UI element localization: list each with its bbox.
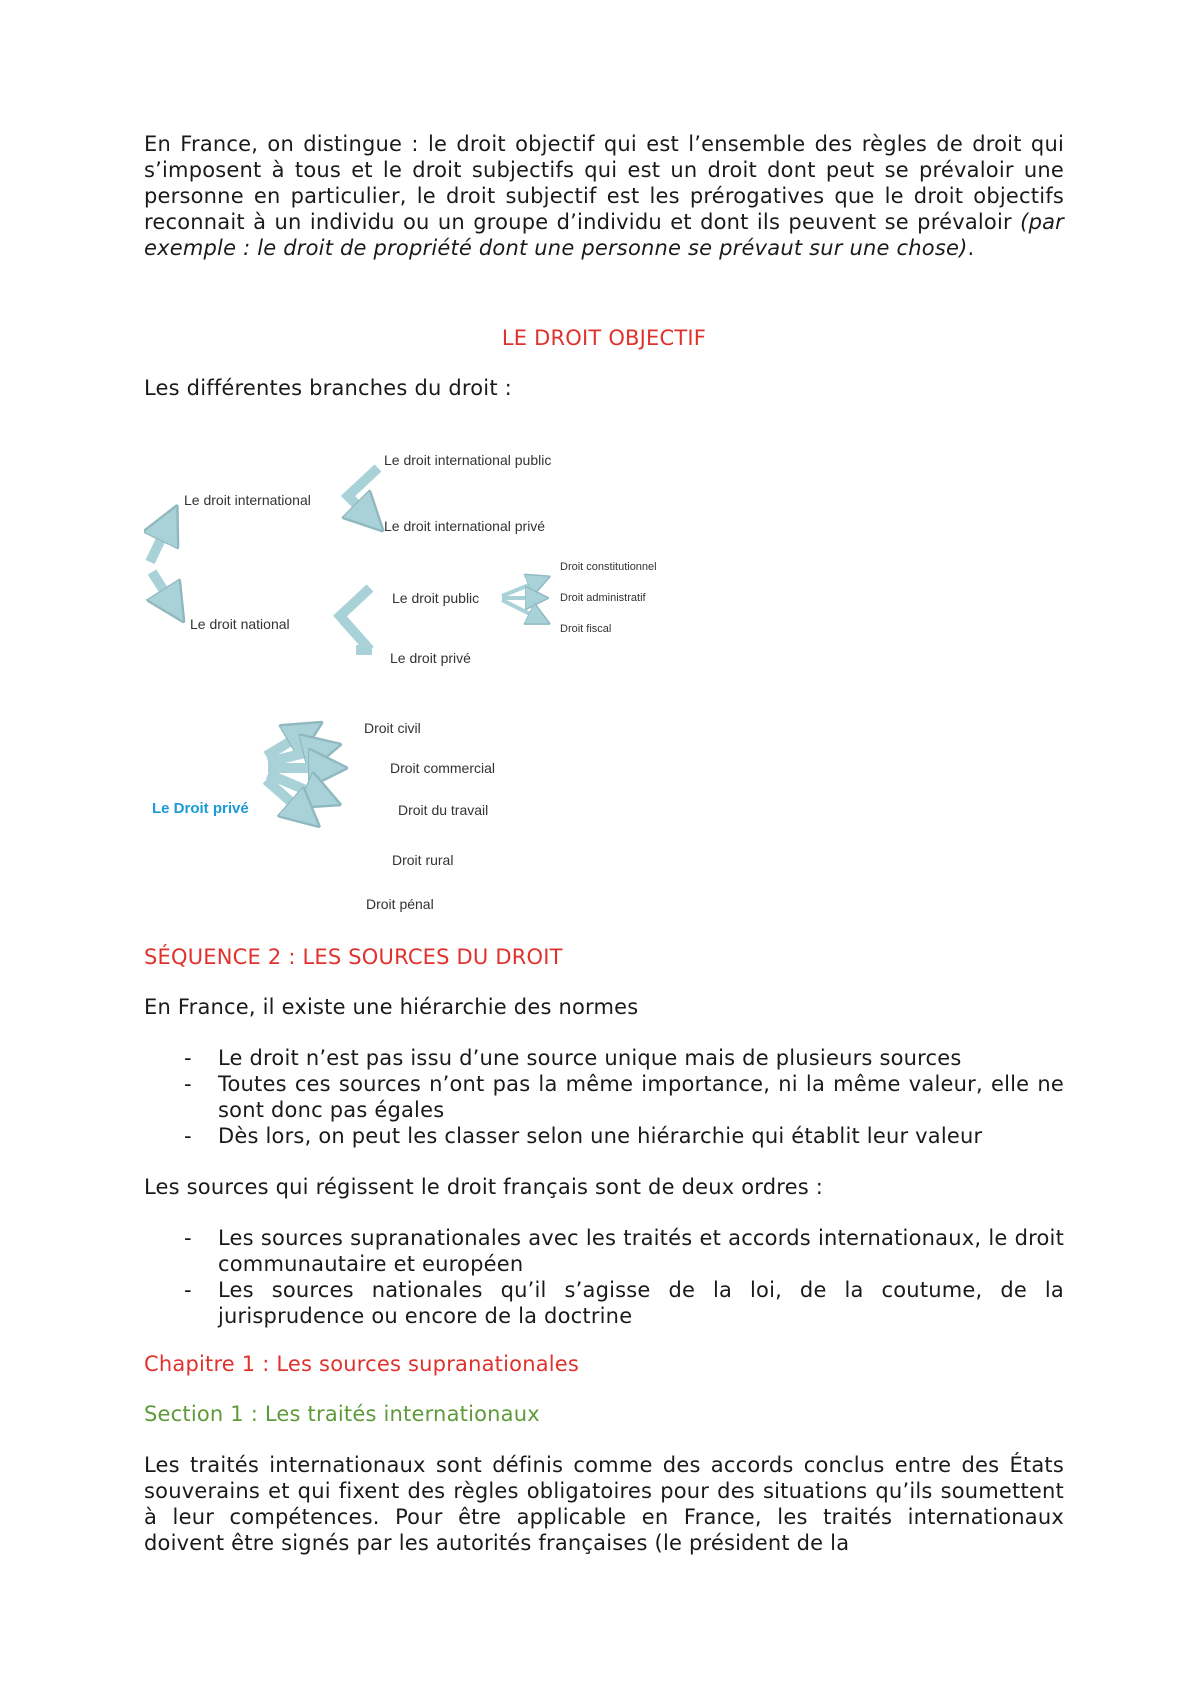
- label-public: Le droit public: [392, 590, 480, 606]
- label-national: Le droit national: [190, 616, 290, 632]
- intro-end: .: [967, 236, 975, 260]
- list-item: - Les sources nationales qu’il s’agisse de la loi, de la coutume, de la jurisprudence ou encore de la doctrine: [144, 1277, 1064, 1329]
- arrow-to-national: [152, 572, 180, 616]
- orders-list: [144, 1225, 1064, 1329]
- label-civil: Droit civil: [364, 720, 421, 736]
- arrow-constitutionnel: [502, 578, 546, 596]
- list-item: - Toutes ces sources n’ont pas la même importance, ni la même valeur, elle ne sont donc pas égales: [144, 1071, 1064, 1123]
- label-rural: Droit rural: [392, 852, 454, 868]
- arrow-to-international: [150, 512, 174, 562]
- orders-intro: Les sources qui régissent le droit français sont de deux ordres :: [144, 1175, 824, 1199]
- label-administratif: Droit administratif: [560, 592, 646, 604]
- branches-diagram: [144, 438, 704, 918]
- list-item: - Dès lors, on peut les classer selon une hiérarchie qui établit leur valeur: [144, 1123, 1064, 1149]
- chevron-intl: [348, 468, 378, 526]
- label-international: Le droit international: [184, 492, 311, 508]
- label-commercial: Droit commercial: [390, 760, 496, 776]
- hierarchy-intro: En France, il existe une hiérarchie des normes: [144, 995, 639, 1019]
- label-penal: Droit pénal: [366, 896, 434, 912]
- intro-example: (par exemple : le droit de propriété dont une personne se prévaut sur une chose): [144, 210, 1064, 260]
- heading-chapitre-1: Chapitre 1 : Les sources supranationales: [144, 1352, 580, 1376]
- label-droit-prive-root: Le Droit privé: [152, 800, 249, 817]
- chevron-national: [340, 588, 370, 650]
- label-constitutionnel: Droit constitutionnel: [560, 561, 657, 573]
- branches-intro: Les différentes branches du droit :: [144, 376, 512, 400]
- list-item: - Le droit n’est pas issu d’une source unique mais de plusieurs sources: [144, 1045, 1064, 1071]
- label-intl-prive: Le droit international privé: [384, 518, 546, 534]
- label-travail: Droit du travail: [398, 802, 489, 818]
- arrow-fiscal: [502, 600, 546, 622]
- label-fiscal: Droit fiscal: [560, 623, 612, 635]
- heading-sequence-2: SÉQUENCE 2 : LES SOURCES DU DROIT: [144, 945, 563, 969]
- label-prive: Le droit privé: [390, 650, 471, 666]
- intro-paragraph: [144, 131, 1064, 261]
- hierarchy-list: [144, 1045, 1064, 1149]
- section-1-text: Les traités internationaux sont définis comme des accords conclus entre des États souverains et qui fixent des règles obligatoires pour des situations qu’ils soumettent à leur compétences. Pour être applicable en France, les traités internationaux doivent être signés par les autorités françaises (le président de la: [144, 1453, 1064, 1555]
- intro-text: En France, on distingue : le droit objectif qui est l’ensemble des règles de droit qui s’imposent à tous et le droit subjectifs qui est un droit dont peut se prévaloir une personne en particulier, le droit subjectif est les prérogatives que le droit objectifs reconnait à un individu ou un groupe d’individu et dont ils peuvent se prévaloir: [144, 132, 1064, 234]
- heading-section-1: Section 1 : Les traités internationaux: [144, 1402, 540, 1426]
- heading-droit-objectif: LE DROIT OBJECTIF: [501, 326, 707, 350]
- diagram-arrows: [144, 438, 704, 918]
- list-item: - Les sources supranationales avec les traités et accords internationaux, le droit communautaire et européen: [144, 1225, 1064, 1277]
- label-intl-public: Le droit international public: [384, 452, 552, 468]
